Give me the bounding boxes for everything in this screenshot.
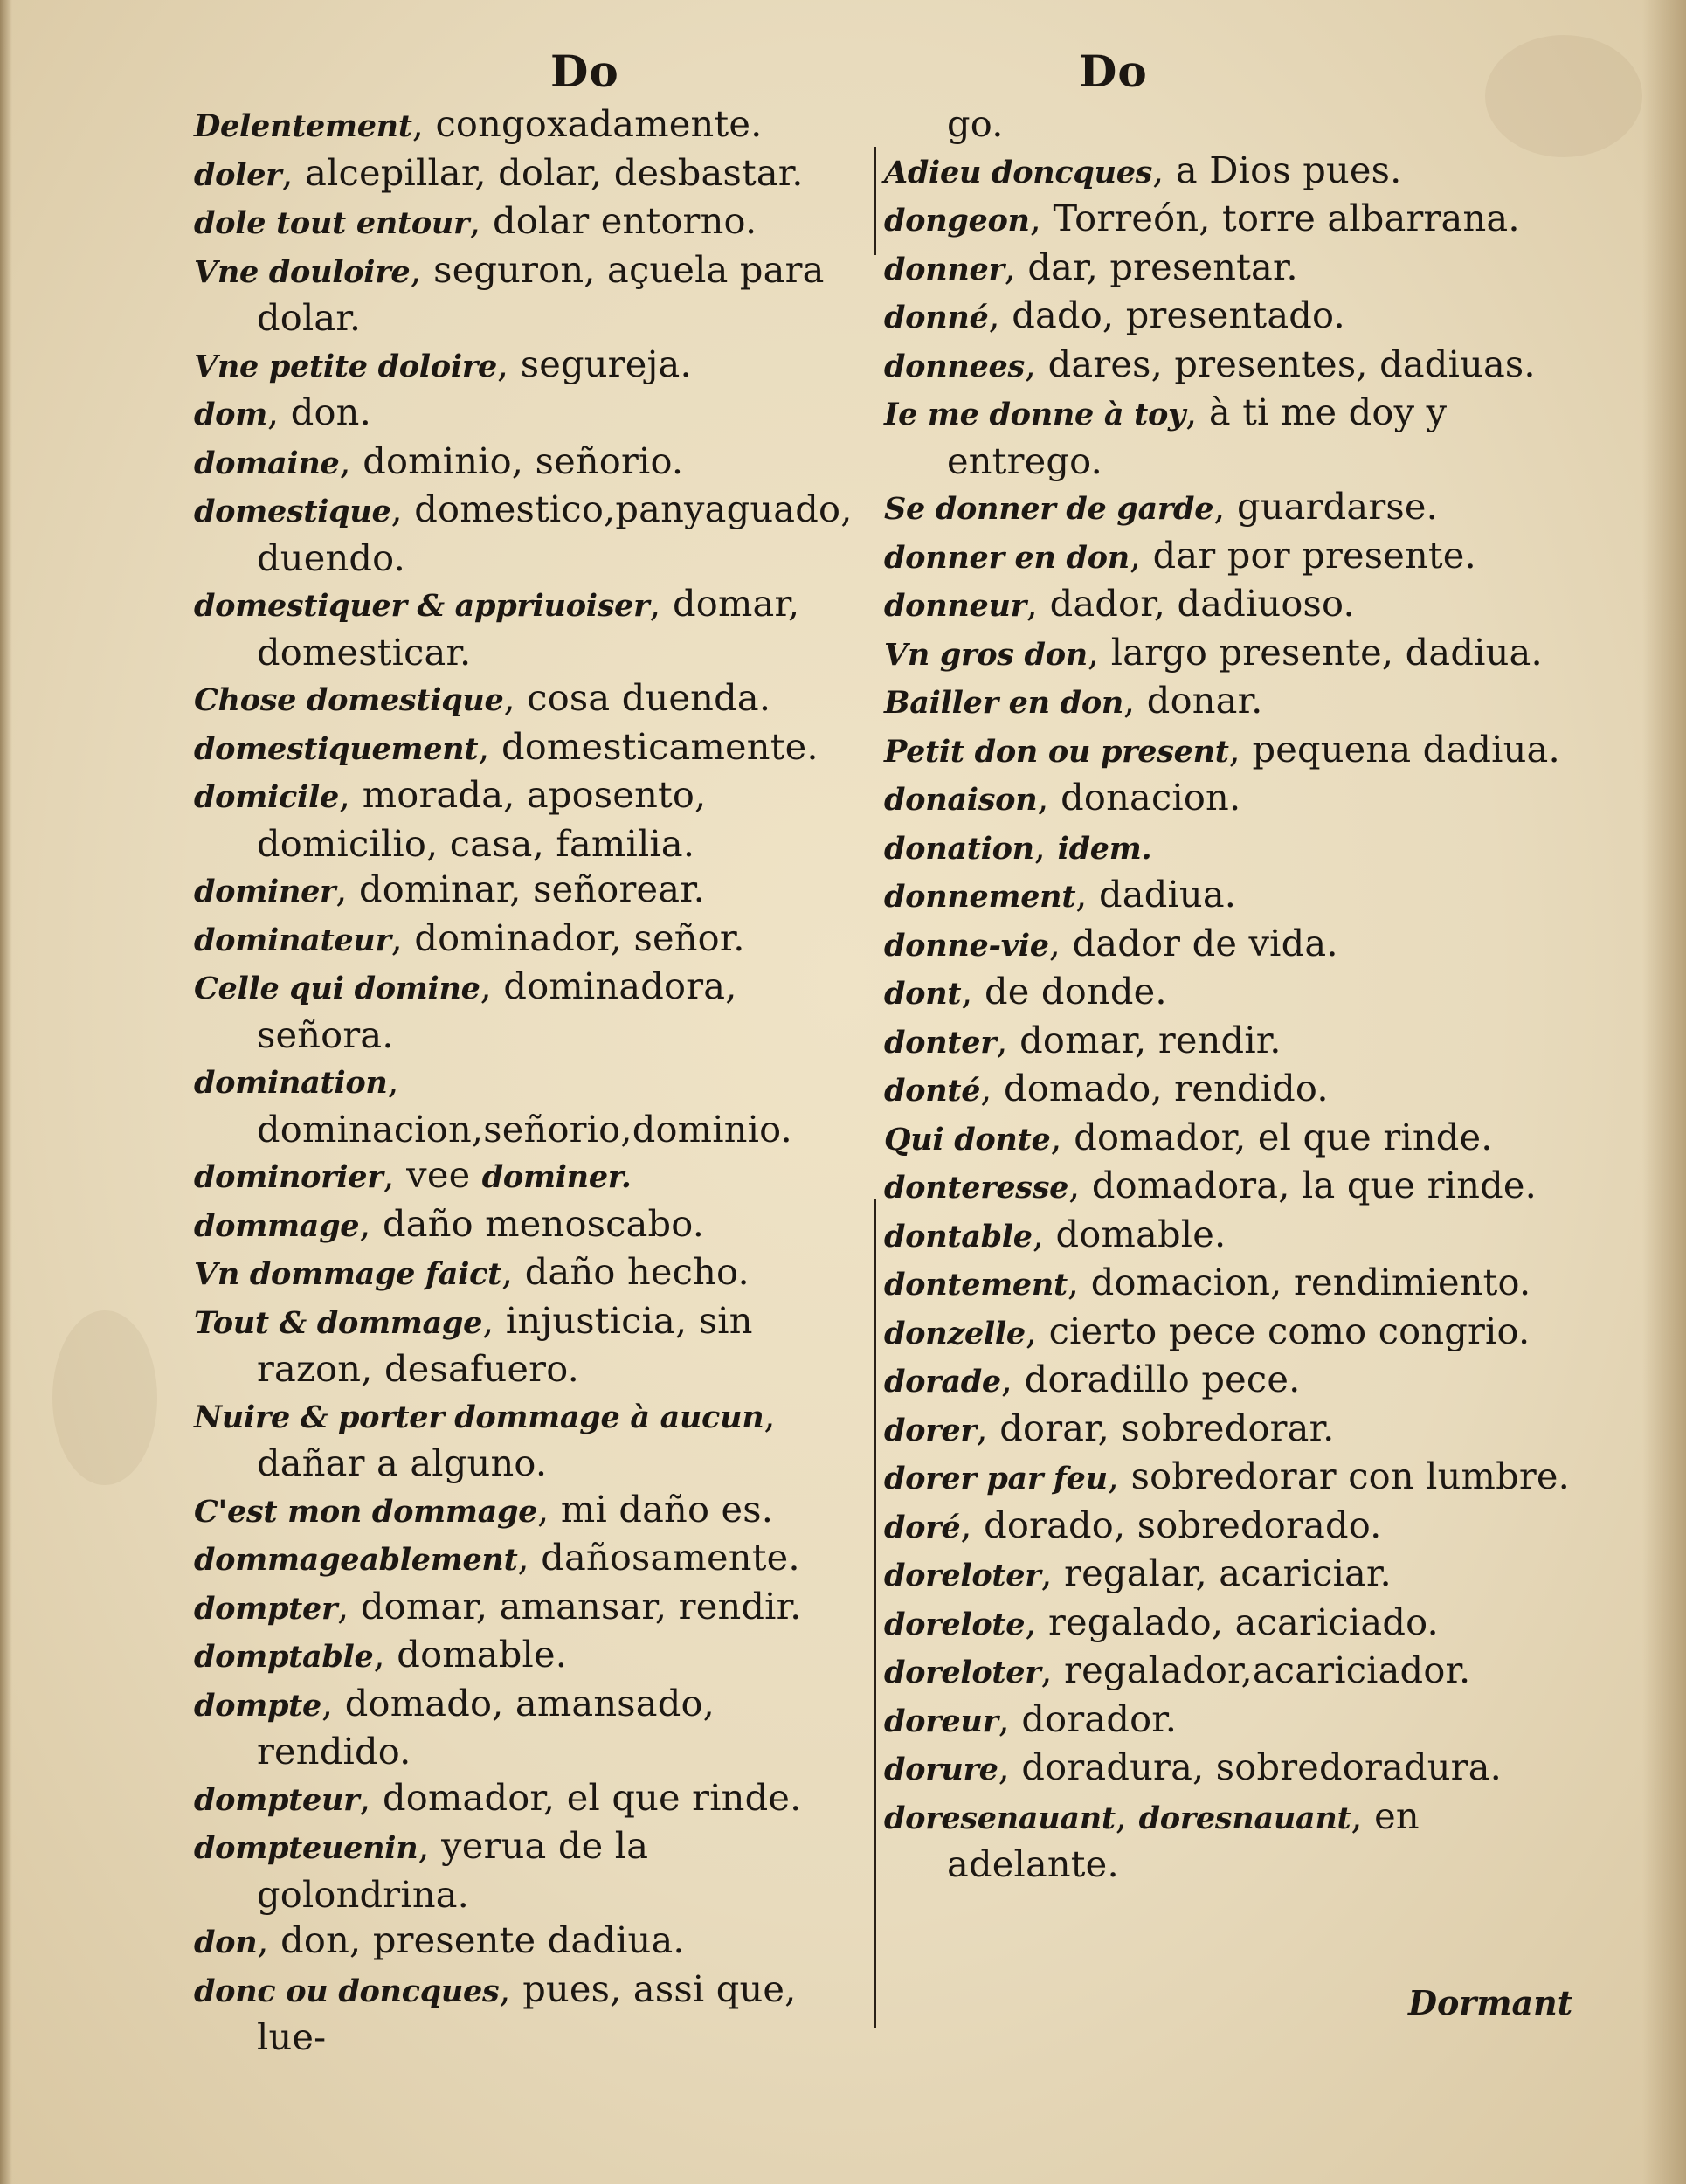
dictionary-entry bbox=[194, 390, 871, 439]
headword: Vn dommage faict bbox=[194, 1256, 501, 1292]
dictionary-entry bbox=[884, 148, 1574, 197]
definition: , dorador. bbox=[998, 1697, 1178, 1740]
definition: , daño menoscabo. bbox=[359, 1201, 705, 1245]
definition: , don. bbox=[266, 390, 372, 433]
dictionary-entry bbox=[884, 533, 1574, 582]
headword: doresenauant bbox=[884, 1800, 1116, 1836]
dictionary-entry bbox=[194, 1487, 871, 1536]
definition: , alcepillar, dolar, desbastar. bbox=[281, 150, 804, 194]
definition: , bbox=[1033, 824, 1058, 867]
definition: , regalador,acariciador. bbox=[1040, 1648, 1471, 1691]
dictionary-entry bbox=[194, 1201, 871, 1250]
dictionary-entry bbox=[884, 581, 1574, 630]
headword: dommageablement bbox=[194, 1542, 518, 1578]
headword: donzelle bbox=[884, 1315, 1026, 1351]
headword: donté bbox=[884, 1073, 981, 1109]
definition: , doradillo pece. bbox=[1000, 1358, 1301, 1400]
headword: domptable bbox=[194, 1639, 374, 1675]
headword: dole tout entour bbox=[194, 205, 470, 241]
headword: Qui donte bbox=[884, 1121, 1051, 1158]
headword: dongeon bbox=[884, 203, 1030, 238]
dictionary-entry bbox=[884, 1163, 1574, 1212]
dictionary-entry bbox=[884, 1115, 1574, 1164]
definition: , cosa duenda. bbox=[503, 676, 771, 719]
definition: , dominar, señorear. bbox=[335, 867, 706, 910]
definition: , domador, el que rinde. bbox=[1050, 1115, 1493, 1158]
headword: dompteuenin bbox=[194, 1830, 418, 1866]
headword: dompte bbox=[194, 1687, 321, 1724]
definition: , domacion, rendimiento. bbox=[1067, 1261, 1531, 1303]
definition: , dolar entorno. bbox=[469, 199, 757, 242]
page-edge-left bbox=[0, 0, 12, 2184]
headword: domestiquement bbox=[194, 730, 479, 767]
headword: domestique bbox=[194, 494, 391, 529]
headword: Vne douloire bbox=[194, 253, 411, 290]
headword: Petit don ou present bbox=[884, 733, 1229, 770]
dictionary-entry bbox=[884, 1066, 1574, 1115]
dictionary-entry bbox=[194, 675, 871, 724]
dictionary-entry bbox=[194, 1775, 871, 1824]
definition: , dador, dadiuoso. bbox=[1026, 582, 1355, 625]
definition: , largo presente, dadiua. bbox=[1087, 630, 1543, 674]
dictionary-entry bbox=[194, 1918, 871, 1966]
definition: , dominadora, señora. bbox=[257, 964, 737, 1056]
definition: , dorado, sobredorado. bbox=[960, 1503, 1382, 1546]
definition: , doradura, sobredoradura. bbox=[998, 1745, 1503, 1788]
dictionary-entry bbox=[884, 1794, 1574, 1888]
headword: dorade bbox=[884, 1364, 1001, 1400]
dictionary-entry bbox=[884, 1503, 1574, 1552]
dictionary-entry bbox=[194, 439, 871, 487]
definition: , dominador, señor. bbox=[390, 916, 745, 959]
definition: , dominio, señorio. bbox=[339, 439, 684, 482]
definition: , pequena dadiua. bbox=[1228, 727, 1560, 771]
headword: Se donner de garde bbox=[884, 491, 1214, 527]
definition: , dares, presentes, dadiuas. bbox=[1024, 342, 1536, 385]
definition: , sobredorar con lumbre. bbox=[1107, 1455, 1571, 1497]
definition: , mi daño es. bbox=[537, 1487, 774, 1531]
definition: go. bbox=[947, 102, 1004, 145]
headword: donnement bbox=[884, 879, 1076, 915]
running-header-left: Do bbox=[550, 45, 619, 97]
definition: , domador, el que rinde. bbox=[359, 1775, 802, 1819]
dictionary-entry bbox=[884, 630, 1574, 679]
headword: Delentement bbox=[194, 108, 412, 144]
definition: , dorar, sobredorar. bbox=[976, 1406, 1335, 1449]
definition: , congoxadamente. bbox=[411, 102, 763, 145]
dictionary-entry bbox=[884, 1745, 1574, 1794]
dictionary-entry bbox=[194, 198, 871, 247]
definition: , dar por presente. bbox=[1129, 533, 1476, 577]
definition: , guardarse. bbox=[1213, 485, 1439, 528]
dictionary-entry bbox=[884, 1309, 1574, 1358]
dictionary-entry bbox=[884, 1697, 1574, 1745]
definition: , dadiua. bbox=[1075, 873, 1237, 916]
dictionary-entry bbox=[194, 1632, 871, 1681]
headword: doreloter bbox=[884, 1558, 1041, 1593]
definition: , vee bbox=[383, 1153, 482, 1196]
definition: , domar, amansar, rendir. bbox=[337, 1584, 802, 1628]
dictionary-entry bbox=[194, 1535, 871, 1584]
dictionary-entry bbox=[194, 1249, 871, 1298]
headword: domination bbox=[194, 1065, 388, 1101]
headword: Vn gros don bbox=[884, 636, 1088, 673]
definition: , seguron, açuela para dolar. bbox=[257, 247, 825, 339]
definition: , don, presente dadiua. bbox=[257, 1918, 685, 1961]
headword: Adieu doncques bbox=[884, 154, 1153, 190]
definition: , dar, presentar. bbox=[1004, 245, 1298, 288]
headword: dominer. bbox=[481, 1159, 632, 1195]
dictionary-entry bbox=[884, 1551, 1574, 1600]
definition: , à ti me doy y entrego. bbox=[947, 390, 1448, 482]
dictionary-entry bbox=[884, 484, 1574, 533]
headword: Ie me donne à toy bbox=[884, 397, 1186, 432]
dictionary-entry bbox=[884, 1648, 1574, 1697]
definition: , dado, presentado. bbox=[988, 294, 1345, 336]
dictionary-entry bbox=[884, 1454, 1574, 1503]
headword: C'est mon dommage bbox=[194, 1493, 538, 1530]
dictionary-entry bbox=[194, 772, 871, 867]
dictionary-entry bbox=[194, 1058, 871, 1152]
dictionary-entry bbox=[884, 245, 1574, 294]
definition: , domable. bbox=[1032, 1212, 1226, 1255]
headword: doreur bbox=[884, 1703, 998, 1739]
headword: doreloter bbox=[884, 1655, 1041, 1690]
headword: donter bbox=[884, 1024, 997, 1061]
definition: , dominacion,señorio,dominio. bbox=[257, 1059, 792, 1151]
dictionary-entry bbox=[884, 872, 1574, 921]
dictionary-entry bbox=[194, 247, 871, 342]
definition: , regalado, acariciado. bbox=[1025, 1600, 1439, 1643]
headword: dommage bbox=[194, 1207, 360, 1244]
headword: donc ou doncques bbox=[194, 1973, 500, 2009]
dictionary-entry bbox=[194, 867, 871, 916]
definition: , de donde. bbox=[961, 970, 1167, 1013]
column-rule bbox=[874, 147, 876, 255]
definition: , domesticamente. bbox=[478, 724, 819, 768]
definition: , injusticia, sin razon, desafuero. bbox=[257, 1298, 753, 1390]
headword: donation bbox=[884, 830, 1034, 867]
headword: dont bbox=[884, 976, 962, 1012]
headword: dorer par feu bbox=[884, 1461, 1108, 1496]
definition: , domar, domesticar. bbox=[257, 582, 800, 674]
headword: don bbox=[194, 1925, 258, 1960]
headword: donné bbox=[884, 300, 989, 335]
dictionary-entry bbox=[884, 969, 1574, 1018]
dictionary-entry bbox=[884, 921, 1574, 970]
page-edge-right bbox=[1642, 0, 1686, 2184]
definition: , domable. bbox=[373, 1633, 568, 1676]
definition: , yerua de la golondrina. bbox=[257, 1824, 649, 1916]
headword: donner bbox=[884, 251, 1005, 287]
headword: doré bbox=[884, 1509, 961, 1545]
dictionary-entry bbox=[884, 293, 1574, 342]
definition: , domado, rendido. bbox=[980, 1067, 1329, 1109]
headword: dorure bbox=[884, 1752, 998, 1787]
definition: , daño hecho. bbox=[501, 1250, 750, 1293]
definition: , morada, aposento, domicilio, casa, familia. bbox=[257, 773, 707, 865]
dictionary-entry bbox=[884, 1260, 1574, 1309]
headword: dompteur bbox=[194, 1781, 360, 1818]
headword: domestiquer & appriuoiser bbox=[194, 588, 650, 624]
headword: dontement bbox=[884, 1267, 1068, 1303]
column-rule bbox=[874, 1199, 876, 2028]
headword: dontable bbox=[884, 1218, 1033, 1254]
definition: , donar. bbox=[1123, 679, 1263, 722]
definition: , a Dios pues. bbox=[1152, 148, 1402, 191]
headword: domicile bbox=[194, 779, 339, 815]
dictionary-entry bbox=[194, 724, 871, 773]
headword: domaine bbox=[194, 445, 340, 481]
dictionary-entry bbox=[884, 390, 1574, 484]
dictionary-entry bbox=[194, 101, 871, 150]
catchword: Dormant bbox=[1408, 1983, 1573, 2022]
definition: , en adelante. bbox=[947, 1794, 1420, 1885]
headword: dompter bbox=[194, 1590, 338, 1627]
running-header-right: Do bbox=[1079, 45, 1148, 97]
dictionary-entry bbox=[884, 1406, 1574, 1455]
dictionary-entry bbox=[194, 1966, 871, 2061]
headword: dominer bbox=[194, 874, 336, 909]
headword: Nuire & porter dommage à aucun bbox=[194, 1399, 764, 1435]
dictionary-entry bbox=[194, 964, 871, 1058]
definition: , regalar, acariciar. bbox=[1040, 1552, 1392, 1594]
dictionary-entry bbox=[194, 487, 871, 581]
dictionary-entry bbox=[884, 1212, 1574, 1261]
headword: Celle qui domine bbox=[194, 971, 480, 1006]
definition: , dador de vida. bbox=[1048, 921, 1338, 964]
dictionary-entry bbox=[884, 196, 1574, 245]
headword: dorer bbox=[884, 1412, 977, 1448]
definition: , domestico,panyaguado, duendo. bbox=[257, 487, 853, 579]
dictionary-entry bbox=[194, 1298, 871, 1393]
definition: , cierto pece como congrio. bbox=[1025, 1309, 1531, 1352]
headword: dominateur bbox=[194, 922, 391, 958]
dictionary-entry bbox=[194, 1152, 871, 1201]
headword: dom bbox=[194, 397, 267, 432]
definition: , dañar a alguno. bbox=[257, 1393, 776, 1484]
definition: , domado, amansado, rendido. bbox=[257, 1681, 715, 1773]
dictionary-entry bbox=[884, 678, 1574, 727]
dictionary-entry bbox=[884, 775, 1574, 824]
definition: , bbox=[1115, 1794, 1139, 1837]
dictionary-entry bbox=[194, 150, 871, 199]
headword: donnees bbox=[884, 348, 1025, 384]
headword: donneur bbox=[884, 588, 1026, 624]
headword: Bailler en don bbox=[884, 685, 1124, 721]
headword: donner en don bbox=[884, 539, 1130, 576]
dictionary-entry bbox=[884, 101, 1574, 148]
dictionary-entry bbox=[194, 581, 871, 675]
headword: Tout & dommage bbox=[194, 1304, 483, 1341]
left-column bbox=[194, 101, 871, 2061]
dictionary-entry bbox=[194, 1823, 871, 1918]
definition: , domadora, la que rinde. bbox=[1068, 1164, 1537, 1206]
right-column bbox=[884, 101, 1574, 1888]
definition: , domar, rendir. bbox=[996, 1018, 1282, 1061]
headword: dorelote bbox=[884, 1606, 1026, 1642]
definition: , Torreón, torre albarrana. bbox=[1029, 197, 1520, 239]
dictionary-entry bbox=[884, 824, 1574, 873]
headword: doler bbox=[194, 156, 282, 193]
headword: Vne petite doloire bbox=[194, 348, 497, 384]
definition: , dañosamente. bbox=[517, 1536, 800, 1579]
headword: donteresse bbox=[884, 1170, 1069, 1206]
dictionary-entry bbox=[884, 1600, 1574, 1648]
paper-stain bbox=[52, 1310, 157, 1485]
headword: idem. bbox=[1057, 830, 1152, 867]
headword: Chose domestique bbox=[194, 682, 504, 718]
dictionary-entry bbox=[884, 1018, 1574, 1067]
dictionary-entry bbox=[194, 342, 871, 390]
dictionary-entry bbox=[194, 1393, 871, 1487]
dictionary-entry bbox=[884, 727, 1574, 776]
dictionary-entry bbox=[194, 1681, 871, 1775]
headword: doresnauant bbox=[1138, 1800, 1351, 1836]
definition: , segureja. bbox=[496, 342, 692, 385]
definition: , pues, assi que, lue- bbox=[257, 1966, 797, 2058]
headword: donaison bbox=[884, 782, 1038, 818]
headword: donne-vie bbox=[884, 927, 1049, 964]
dictionary-entry bbox=[194, 916, 871, 964]
dictionary-entry bbox=[884, 342, 1574, 390]
dictionary-entry bbox=[884, 1357, 1574, 1406]
dictionary-entry bbox=[194, 1584, 871, 1633]
headword: dominorier bbox=[194, 1159, 383, 1195]
definition: , donacion. bbox=[1037, 776, 1241, 819]
